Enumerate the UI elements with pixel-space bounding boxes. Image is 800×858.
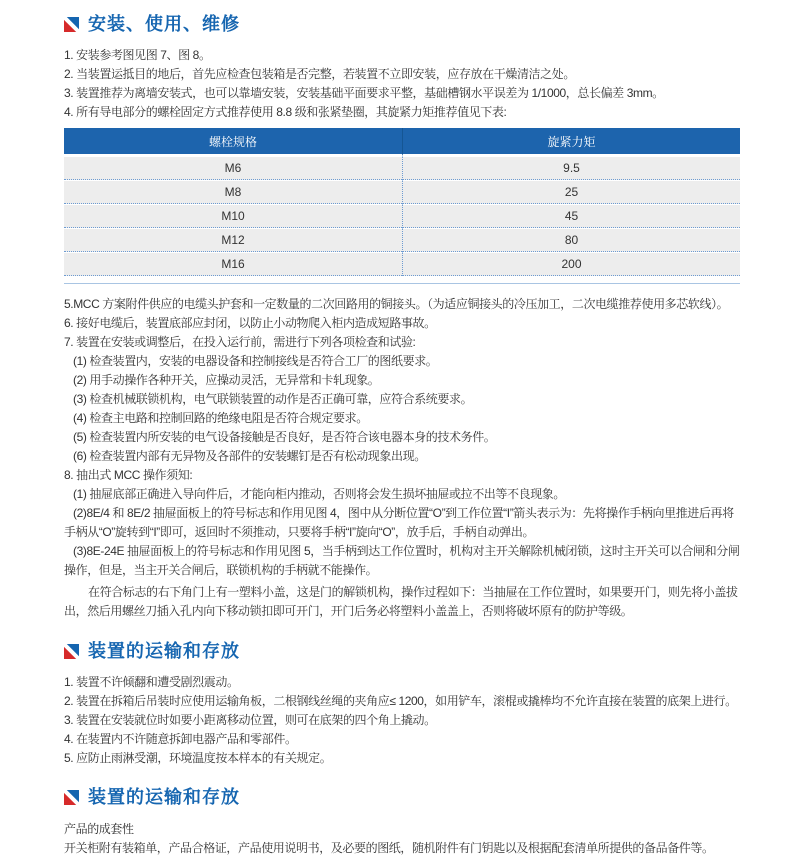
section-marker-icon	[64, 643, 79, 658]
list-item: 5. 应防止雨淋受潮，环境温度按本样本的有关规定。	[64, 751, 332, 765]
section1-title: 安装、使用、维修	[88, 14, 240, 34]
list-item: 3. 装置推荐为离墙安装式，也可以靠墙安装，安装基础平面要求平整，基础槽钢水平误差为 1/1000，总长偏差 3mm。	[64, 86, 664, 100]
table-header-cell: 螺栓规格	[64, 128, 402, 156]
table-cell: 45	[402, 204, 740, 228]
section-marker-icon	[64, 16, 79, 31]
table-row	[64, 252, 740, 276]
table-row	[64, 156, 740, 180]
list-item: 2. 装置在拆箱后吊装时应使用运输角板，二根钢线丝绳的夹角应≤ 1200，如用铲车，滚棍或撬棒均不允许直接在装置的底架上进行。	[64, 694, 737, 708]
sub-list-item: (2) 用手动操作各种开关，应操动灵活，无异常和卡轧现象。	[73, 373, 380, 387]
sub-list-item: (2)8E/4 和 8E/2 抽屉面板上的符号标志和作用见图 4，图中从分断位置“O”到工作位置“I”箭头表示为：先将操作手柄向里推进后再将手柄从“O”旋转到“I”即可，返回时不须推动，只要将手柄“I”旋向“O”，放手后，手柄自动弹出。	[64, 506, 734, 539]
list-item: 1. 装置不许倾翻和遭受剧烈震动。	[64, 675, 239, 689]
list-item: 7. 装置在安装或调整后，在投入运行前，需进行下列各项检查和试验:	[64, 335, 416, 349]
sub-list-item: (1) 抽屉底部正确进入导向件后，才能向柜内推动，否则将会发生损坏抽屉或拉不出等不良现象。	[73, 487, 566, 501]
section2-title: 装置的运输和存放	[88, 641, 240, 661]
list-item: 4. 所有导电部分的螺栓固定方式推荐使用 8.8 级和张紧垫圈，其旋紧力矩推荐值见下表:	[64, 105, 507, 119]
list-item: 5.MCC 方案附件供应的电缆头护套和一定数量的二次回路用的铜接头。（为适应铜接头的冷压加工，二次电缆推荐使用多芯软线）。	[64, 297, 729, 311]
sub-list-item: (1) 检查装置内，安装的电器设备和控制接线是否符合工厂的图纸要求。	[73, 354, 438, 368]
table-row	[64, 204, 740, 228]
list-item: 1. 安装参考图见图 7、图 8。	[64, 48, 211, 62]
table-header-cell: 旋紧力矩	[402, 128, 740, 156]
paragraph: 开关柜附有装箱单，产品合格证，产品使用说明书，及必要的图纸，随机附件有门钥匙以及根据配套清单所提供的备品备件等。	[64, 841, 714, 855]
torque-table	[64, 128, 740, 276]
list-item: 3. 装置在安装就位时如要小距离移动位置，则可在底架的四个角上撬动。	[64, 713, 436, 727]
sub-list-item: (5) 检查装置内所安装的电气设备接触是否良好，是否符合该电器本身的技术务件。	[73, 430, 496, 444]
table-cell: 80	[402, 228, 740, 252]
table-cell: M10	[64, 204, 402, 228]
table-row	[64, 180, 740, 204]
section3-heading	[64, 783, 740, 809]
table-row	[64, 228, 740, 252]
section-marker-icon	[64, 789, 79, 804]
sub-list-item: (4) 检查主电路和控制回路的绝缘电阻是否符合规定要求。	[73, 411, 368, 425]
table-cell: M16	[64, 252, 402, 276]
table-cell: 25	[402, 180, 740, 204]
table-header-row	[64, 128, 740, 156]
list-item: 2. 当装置运抵目的地后，首先应检查包装箱是否完整，若装置不立即安装，应存放在干燥清洁之处。	[64, 67, 575, 81]
sub-list-item: (3) 检查机械联锁机构，电气联锁装置的动作是否正确可靠，应符合系统要求。	[73, 392, 473, 406]
section-divider	[64, 283, 740, 284]
list-item: 8. 抽出式 MCC 操作须知:	[64, 468, 193, 482]
sub-list-item: (3)8E-24E 抽屉面板上的符号标志和作用见图 5，当手柄到达工作位置时，机构对主开关解除机械闭锁，这时主开关可以合闸和分闸操作，但是，当主开关合闸后，联锁机构的手柄就不能操作。	[64, 544, 740, 577]
section3-title: 装置的运输和存放	[88, 787, 240, 807]
table-cell: 9.5	[402, 156, 740, 180]
section1-heading	[64, 10, 740, 36]
table-cell: M6	[64, 156, 402, 180]
table-cell: M12	[64, 228, 402, 252]
list-item: 4. 在装置内不许随意拆卸电器产品和零部件。	[64, 732, 297, 746]
section2-heading	[64, 637, 740, 663]
sub-list-item: (6) 检查装置内部有无异物及各部件的安装螺钉是否有松动现象出现。	[73, 449, 426, 463]
table-cell: M8	[64, 180, 402, 204]
list-item: 6. 接好电缆后，装置底部应封闭，以防止小动物爬入柜内造成短路事故。	[64, 316, 436, 330]
paragraph: 在符合标志的右下角门上有一塑料小盖，这是门的解锁机构，操作过程如下：当抽屉在工作位置时，如果要开门，则先将小盖拔出，然后用螺丝刀插入孔内向下移动锁扣即可开门，开门后务必将塑料小盖盖上，否则将破坏原有的防护等级。	[64, 585, 738, 618]
table-cell: 200	[402, 252, 740, 276]
subsection-title: 产品的成套性	[64, 822, 134, 836]
